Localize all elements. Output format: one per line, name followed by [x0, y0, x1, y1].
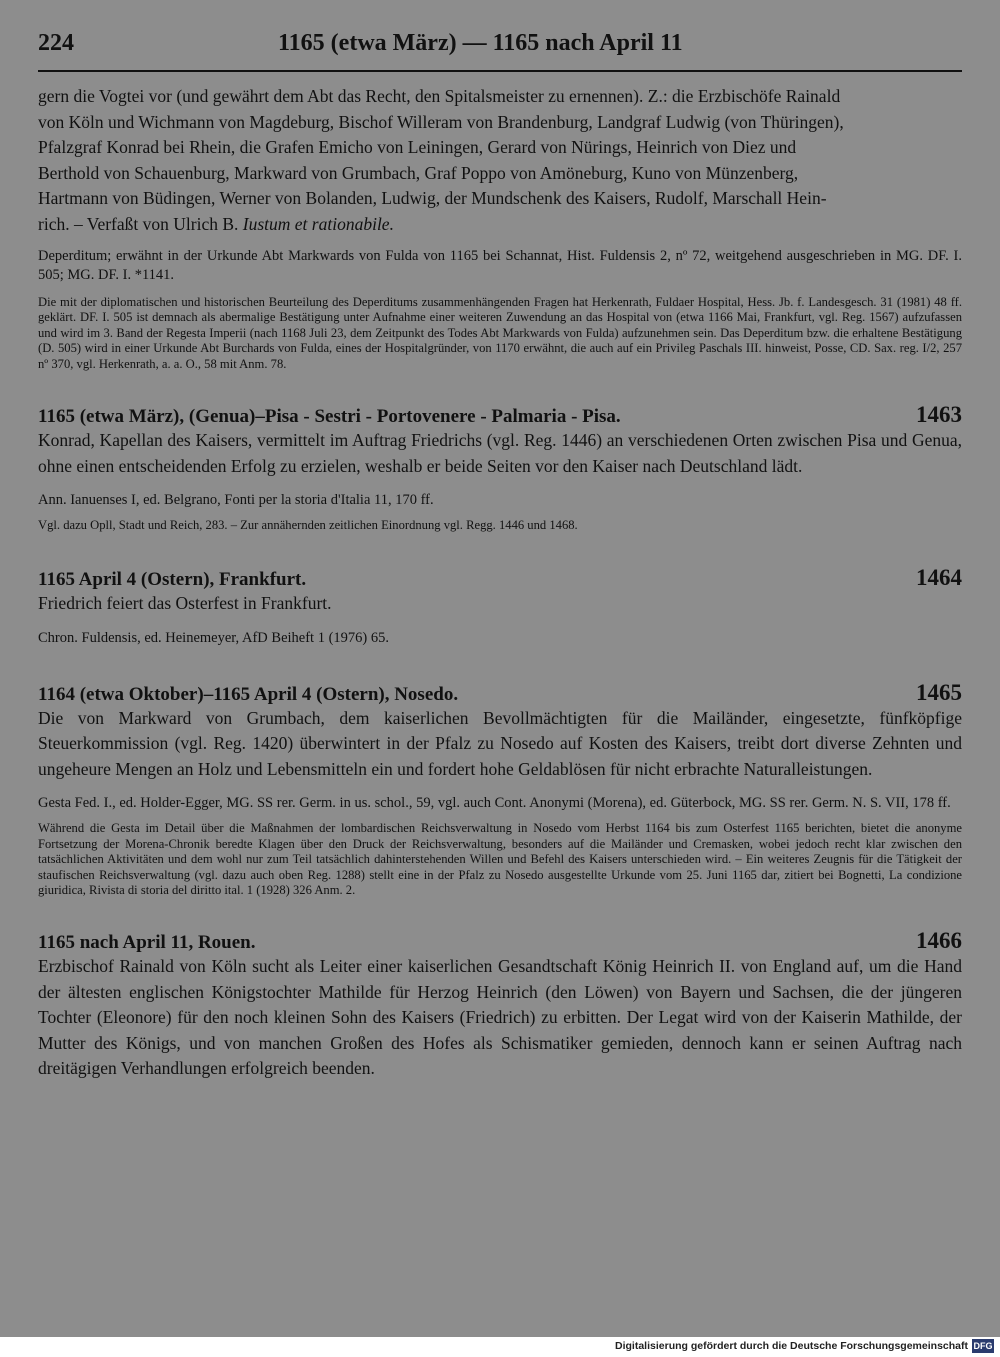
- regest-entry: [38, 680, 962, 899]
- running-head: [38, 30, 962, 72]
- entry-text: Erzbischof Rainald von Köln sucht als Leiter einer kaiserlichen Gesandtschaft König Heinrich II. von England auf, um die Hand der ältesten englischen Königstochter Mathilde für Herzog Heinrich (den Löwen) von Bayern und Sachsen, die der jüngeren Tochter (Eleonore) für den noch kleinen Sohn des Kaisers (Friedrich) zu erbitten. Der Legat wird von der Kaiserin Mathilde, der Mutter des Königs, und von manchen Großen des Hofes als Schismatiker gemieden, dennoch kann er seinen Auftrag nach dreitägigen Verhandlungen erfolgreich beenden.: [38, 956, 962, 1079]
- entry-source: Gesta Fed. I., ed. Holder-Egger, MG. SS rer. Germ. in us. schol., 59, vgl. auch Cont. Anonymi (Morena), ed. Güterbock, MG. SS rer. Germ. N. S. VII, 178 ff.: [38, 795, 951, 812]
- entry-note: Während die Gesta im Detail über die Maßnahmen der lombardischen Reichsverwaltung in Nosedo vom Herbst 1164 bis zum Osterfest 1165 berichten, bietet die anonyme Fortsetzung der Morena-Chronik beredte Klagen über den Druck der Reichsverwaltung, besonders auf die Mailänder und Cremasken, wobei jedoch recht klar zwischen den tatsächlichen Aktivitäten und dem wohl nur zum Teil tatsächlich dahinterstehenden Willen und Befehl des Kaisers unterschieden wird. – Ein weiteres Zeugnis für die Tätigkeit der staufischen Reichsverwaltung (vgl. dazu auch oben Reg. 1288) stellt eine in der Pfalz zu Nosedo ausgestellte Urkunde vom 25. Juni 1165 dar, zitiert bei Bognetti, La condizione giuridica, Rivista di storia del diritto ital. 1 (1928) 326 Anm. 2.: [38, 821, 962, 898]
- italic-title: Iustum et rationabile.: [242, 213, 394, 234]
- entry-date-place: 1165 (etwa März), (Genua)–Pisa - Sestri - Portovenere - Palmaria - Pisa.: [38, 406, 621, 428]
- regest-entry: [38, 928, 962, 1082]
- entry-number: 1463: [916, 402, 962, 428]
- source-text: Deperditum; erwähnt in der Urkunde Abt Markwards von Fulda von 1165 bei Schannat, Hist. Fuldensis 2, nº 72, weitgehend ausgeschrieben in MG. DF. I. 505; MG. DF. I. *1141.: [38, 248, 962, 283]
- entry-date-place: 1164 (etwa Oktober)–1165 April 4 (Ostern), Nosedo.: [38, 683, 459, 705]
- running-title: 1165 (etwa März) — 1165 nach April 11: [278, 30, 683, 56]
- entry-date-place: 1165 nach April 11, Rouen.: [38, 932, 256, 954]
- continuation-line: von Köln und Wichmann von Magdeburg, Bischof Willeram von Brandenburg, Landgraf Ludwig (von Thüringen),: [38, 111, 844, 132]
- entry-text: Friedrich feiert das Osterfest in Frankfurt.: [38, 593, 332, 614]
- continuation-line: Hartmann von Büdingen, Werner von Bolanden, Ludwig, der Mundschenk des Kaisers, Rudolf, Marschall Hein-: [38, 188, 827, 208]
- page-number: 224: [38, 30, 74, 56]
- entry-text: Die von Markward von Grumbach, dem kaiserlichen Bevollmächtigten für die Mailänder, eingesetzte, fünfköpfige Steuerkommission (vgl. Reg. 1420) überwintert in der Pfalz zu Nosedo auf Kosten des Kaisers, treibt dort diverse Zehnten und ungeheure Mengen an Holz und Lebensmitteln ein und fordert hohe Geldablösen für nicht erbrachte Naturalleistungen.: [38, 707, 962, 779]
- entry-source: Chron. Fuldensis, ed. Heinemeyer, AfD Beiheft 1 (1976) 65.: [38, 629, 389, 646]
- continuation-line: [38, 212, 962, 238]
- entry-heading: [38, 680, 962, 706]
- document-page: [38, 30, 962, 1082]
- footer-bar: [0, 1337, 1000, 1357]
- dfg-logo-icon: DFG: [973, 1341, 993, 1351]
- entry-text: Konrad, Kapellan des Kaisers, vermittelt im Auftrag Friedrichs (vgl. Reg. 1446) an verschiedenen Orten zwischen Pisa und Genua, ohne einen entscheidenden Erfolg zu erzielen, weshalb er beide Seiten vor den Kaiser nach Deutschland lädt.: [38, 430, 962, 476]
- note-text: Die mit der diplomatischen und historischen Beurteilung des Deperditums zusammenhängenden Fragen hat Herkenrath, Fuldaer Hospital, Hess. Jb. f. Landesgesch. 31 (1981) 48 ff. geklärt. DF. I. 505 ist demnach als abermalige Bestätigung unter Aufnahme einer weiteren Zuwendung an das Hospital von (etwa 1166 Mai, Frankfurt, vgl. Reg. 1567) aufzufassen und wird im 3. Band der Regesta Imperii (nach 1168 Juli 23, dem Zeitpunkt des Todes Abt Markwards von Fulda) aufzunehmen sein. Das Deperditum bzw. die erhaltene Bestätigung (D. 505) wird in einer Urkunde Abt Burchards von Fulda, eines der Hospitalgründer, von 1170 erwähnt, die auch auf ein Privileg Paschals III. hinweist, Posse, CD. Sax. reg. I/2, 257 nº 370, vgl. Herkenrath, a. a. O., 58 mit Anm. 78.: [38, 295, 962, 371]
- entry-source: Ann. Ianuenses I, ed. Belgrano, Fonti per la storia d'Italia 11, 170 ff.: [38, 492, 434, 509]
- funding-credit: Digitalisierung gefördert durch die Deutsche Forschungsgemeinschaft: [615, 1340, 968, 1352]
- continuation-line: Pfalzgraf Konrad bei Rhein, die Grafen Emicho von Leiningen, Gerard von Nürings, Heinrich von Diez und: [38, 137, 797, 157]
- continuation-block: [38, 84, 962, 372]
- entry-number: 1465: [916, 679, 962, 705]
- continuation-line: gern die Vogtei vor (und gewährt dem Abt das Recht, den Spitalsmeister zu ernennen). Z.: die Erzbischöfe Rainald: [38, 86, 841, 106]
- entry-heading: [38, 565, 962, 591]
- continuation-line-prefix: rich. – Verfaßt von Ulrich B.: [38, 213, 243, 234]
- continuation-line: Berthold von Schauenburg, Markward von Grumbach, Graf Poppo von Amöneburg, Kuno von Münzenberg,: [38, 162, 799, 183]
- continuation-text: [38, 84, 962, 237]
- entry-number: 1466: [916, 928, 962, 954]
- entry-heading: [38, 928, 962, 954]
- regest-entry: [38, 565, 962, 648]
- entry-date-place: 1165 April 4 (Ostern), Frankfurt.: [38, 569, 307, 591]
- entry-heading: [38, 402, 962, 428]
- entry-number: 1464: [916, 565, 962, 591]
- regest-entry: [38, 402, 962, 533]
- entry-note: Vgl. dazu Opll, Stadt und Reich, 283. – Zur annähernden zeitlichen Einordnung vgl. Regg. 1446 und 1468.: [38, 518, 578, 533]
